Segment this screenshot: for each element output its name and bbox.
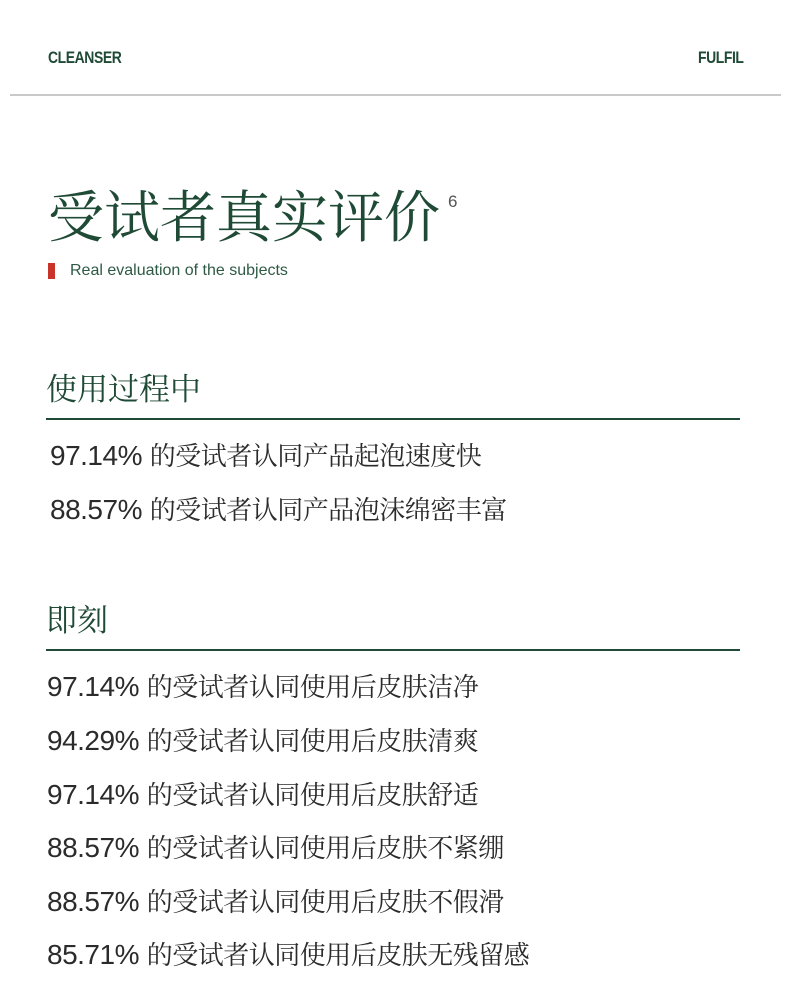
header-divider <box>10 94 781 96</box>
stat-percent: 94.29% <box>47 725 139 756</box>
brand-cleanser: CLEANSER <box>48 48 122 67</box>
stat-text: 的受试者认同产品泡沫绵密丰富 <box>149 496 507 526</box>
page-heading <box>48 184 457 254</box>
accent-bar-icon <box>48 263 55 279</box>
section-divider <box>46 418 740 420</box>
stat-percent: 88.57% <box>47 886 139 917</box>
section-immediate <box>46 601 740 651</box>
stat-percent: 97.14% <box>50 440 142 471</box>
stat-text: 的受试者认同使用后皮肤无残留感 <box>146 941 530 971</box>
stat-percent: 88.57% <box>50 494 142 525</box>
stat-text: 的受试者认同使用后皮肤不假滑 <box>146 888 504 918</box>
section-divider <box>46 649 740 651</box>
stat-line <box>47 721 478 758</box>
stat-line <box>47 775 478 812</box>
stat-percent: 97.14% <box>47 779 139 810</box>
page-subtitle: Real evaluation of the subjects <box>70 262 288 279</box>
section-title: 即刻 <box>46 603 108 639</box>
stat-text: 的受试者认同产品起泡速度快 <box>149 442 482 472</box>
stat-percent: 88.57% <box>47 832 139 863</box>
section-title: 使用过程中 <box>46 372 201 408</box>
stat-text: 的受试者认同使用后皮肤洁净 <box>146 673 479 703</box>
stat-line <box>50 436 481 473</box>
stat-text: 的受试者认同使用后皮肤清爽 <box>146 727 479 757</box>
stat-line <box>47 667 478 704</box>
stat-line <box>50 490 507 527</box>
brand-fulfil: FULFIL <box>698 48 744 67</box>
stat-text: 的受试者认同使用后皮肤不紧绷 <box>146 834 504 864</box>
stat-percent: 97.14% <box>47 671 139 702</box>
stat-percent: 85.71% <box>47 939 139 970</box>
section-during-use <box>46 370 740 420</box>
subtitle-row <box>48 262 288 280</box>
stat-text: 的受试者认同使用后皮肤舒适 <box>146 781 479 811</box>
footnote-marker: 6 <box>448 192 458 211</box>
stat-line <box>47 935 529 972</box>
stat-line <box>47 828 504 865</box>
stat-line <box>47 882 504 919</box>
page-title: 受试者真实评价 <box>48 186 440 251</box>
